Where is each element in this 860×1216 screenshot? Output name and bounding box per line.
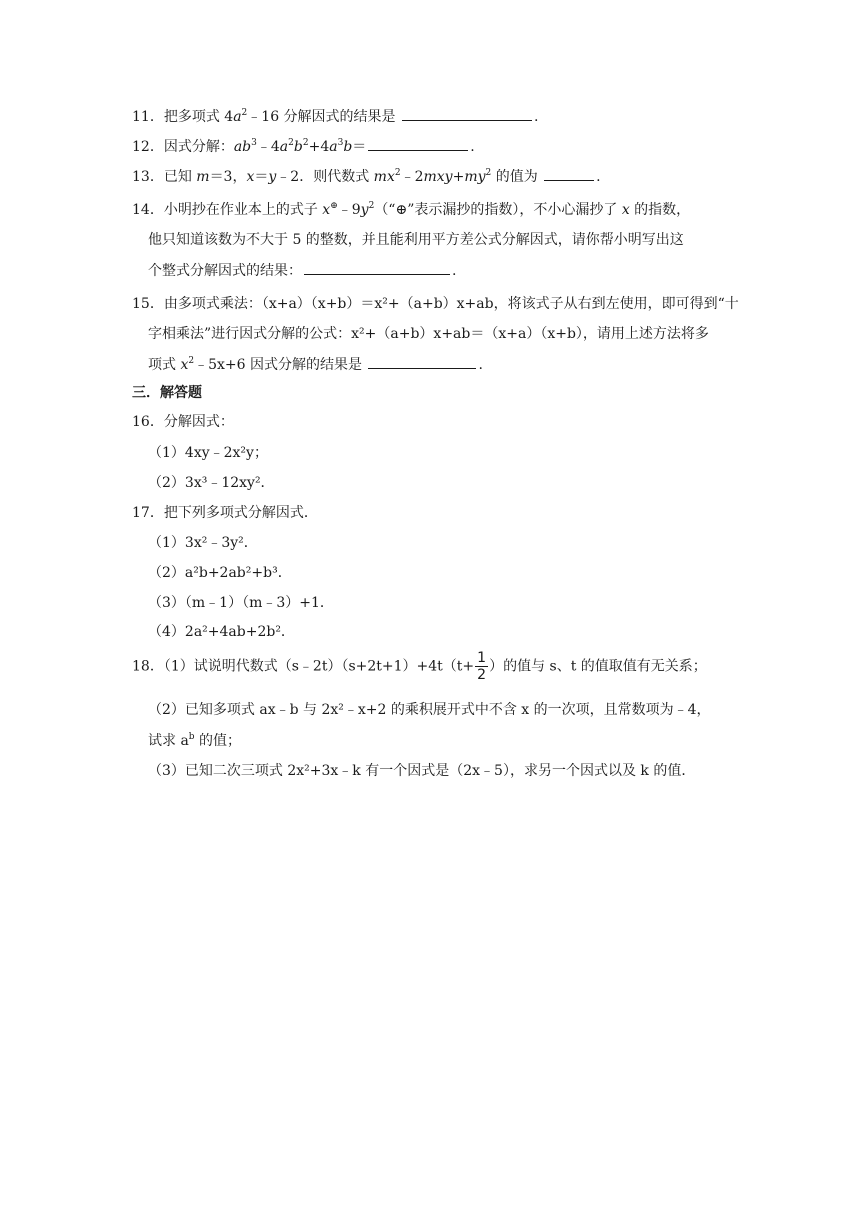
math-var: m: [196, 169, 210, 185]
question-17-part-1: （1）3x²﹣3y²．: [148, 535, 258, 551]
math-var: x: [246, 169, 255, 185]
math-var: x: [322, 202, 331, 218]
math-var: mx: [373, 169, 395, 185]
question-text: 由多项式乘法：（x+a）（x+b）＝x²+（a+b）x+ab，将该式子从右到左使用，即可得到“十: [163, 296, 739, 312]
question-14-line-3: [148, 260, 456, 280]
math-exponent: 2: [188, 356, 195, 366]
period: .: [534, 109, 539, 125]
question-text: 已知: [163, 169, 197, 185]
question-16-part-1: （1）4xy﹣2x²y；: [148, 445, 268, 461]
question-text: 项式: [148, 357, 181, 373]
question-18: [132, 650, 732, 683]
math-exponent: 2: [485, 168, 492, 178]
period: .: [478, 357, 483, 373]
question-text: 的指数，: [629, 202, 691, 218]
period: .: [470, 139, 475, 155]
question-18-part-2: （2）已知多项式 ax﹣b 与 2x²﹣x+2 的乘积展开式中不含 x 的一次项，且常数项为﹣4，: [148, 702, 711, 718]
section-heading: 三．解答题: [132, 385, 202, 401]
math-exponent: 2: [241, 108, 248, 118]
question-text: （“⊕”表示漏抄的指数），不小心漏抄了: [374, 202, 622, 218]
fraction-denominator: 2: [477, 667, 487, 683]
question-text: 小明抄在作业本上的式子: [163, 202, 323, 218]
question-text: 把多项式 4: [163, 109, 234, 125]
question-17-part-2: （2）a²b+2ab²+b³．: [148, 565, 292, 581]
math-var: x: [621, 202, 630, 218]
math-var: ab: [233, 139, 252, 155]
math-text: ＝: [352, 139, 367, 155]
answer-blank[interactable]: [368, 138, 468, 151]
math-exponent: b: [188, 732, 195, 742]
math-text: +4: [308, 139, 330, 155]
question-text: （1）试说明代数式（s﹣2t）（s+2t+1）+4t（t+: [163, 658, 475, 675]
question-number: 18．: [132, 658, 164, 675]
math-var: a: [279, 139, 289, 155]
math-exponent: 3: [251, 138, 257, 148]
math-exponent: 2: [394, 168, 401, 178]
question-17-part-3: （3）（m﹣1）（m﹣3）+1．: [148, 595, 334, 611]
question-text: 的值为: [491, 169, 538, 185]
question-text: 个整式分解因式的结果：: [148, 263, 302, 279]
question-14: [132, 199, 732, 219]
question-18-part-2-cont: [148, 730, 241, 750]
question-number: 14．: [132, 202, 164, 218]
question-17: [132, 502, 732, 522]
math-text: ﹣9: [337, 202, 361, 218]
question-number: 11．: [132, 109, 164, 125]
question-12: [132, 136, 732, 156]
question-text: 的值；: [194, 733, 242, 749]
math-var: b: [343, 139, 353, 155]
question-17-part-4: （4）2a²+4ab+2b²．: [148, 624, 295, 640]
question-15: [132, 293, 739, 313]
question-14-line-2: 他只知道该数为不大于 5 的整数，并且能利用平方差公式分解因式，请你帮小明写出这: [148, 232, 684, 248]
math-var: y: [268, 169, 277, 185]
question-15-line-3: [148, 354, 483, 374]
math-text: ﹣4: [256, 139, 280, 155]
question-text: 因式分解：: [163, 139, 234, 155]
question-text: ﹣5x+6 因式分解的结果是: [194, 357, 362, 373]
question-text: ）的值与 s、t 的值取值有无关系；: [489, 658, 707, 675]
question-number: 16．: [132, 414, 164, 430]
math-var: y: [360, 202, 369, 218]
math-var: mxy: [423, 169, 453, 185]
question-11: [132, 106, 732, 126]
question-text: ﹣16 分解因式的结果是: [247, 109, 396, 125]
question-text: 试求 a: [148, 733, 189, 749]
math-var: x: [180, 357, 189, 373]
math-text: ＝3，: [209, 169, 247, 185]
answer-blank[interactable]: [368, 356, 476, 369]
answer-blank[interactable]: [402, 108, 532, 121]
math-exponent: ⊕: [330, 201, 338, 211]
math-text: ＝: [254, 169, 269, 185]
math-text: ﹣2．则代数式: [276, 169, 374, 185]
fraction-one-half: [475, 650, 488, 683]
question-16: [132, 411, 732, 431]
math-text: ﹣2: [400, 169, 424, 185]
period: .: [596, 169, 601, 185]
math-var: my: [464, 169, 486, 185]
question-number: 17．: [132, 505, 164, 521]
question-13: [132, 166, 732, 186]
question-16-part-2: （2）3x³﹣12xy²．: [148, 475, 275, 491]
question-15-line-2: 字相乘法”进行因式分解的公式：x²+（a+b）x+ab＝（x+a）（x+b），请用上述方法将多: [148, 326, 709, 342]
question-text: 把下列多项式分解因式．: [163, 505, 318, 521]
answer-blank[interactable]: [304, 262, 450, 275]
math-var: a: [329, 139, 338, 155]
period: .: [452, 263, 457, 279]
question-18-part-3: （3）已知二次三项式 2x²+3x﹣k 有一个因式是（2x﹣5），求另一个因式以及 k 的值．: [148, 763, 696, 779]
question-number: 12．: [132, 139, 164, 155]
math-exponent: 3: [337, 138, 344, 148]
answer-blank[interactable]: [544, 168, 594, 181]
math-exponent: 2: [288, 138, 294, 148]
question-number: 15．: [132, 296, 164, 312]
math-exponent: 2: [368, 201, 375, 211]
question-number: 13．: [132, 169, 164, 185]
math-text: +: [452, 169, 465, 185]
math-var: a: [233, 109, 242, 125]
fraction-numerator: 1: [477, 650, 487, 666]
question-text: 分解因式：: [163, 414, 234, 430]
math-exponent: 2: [302, 138, 309, 148]
math-var: b: [293, 139, 303, 155]
